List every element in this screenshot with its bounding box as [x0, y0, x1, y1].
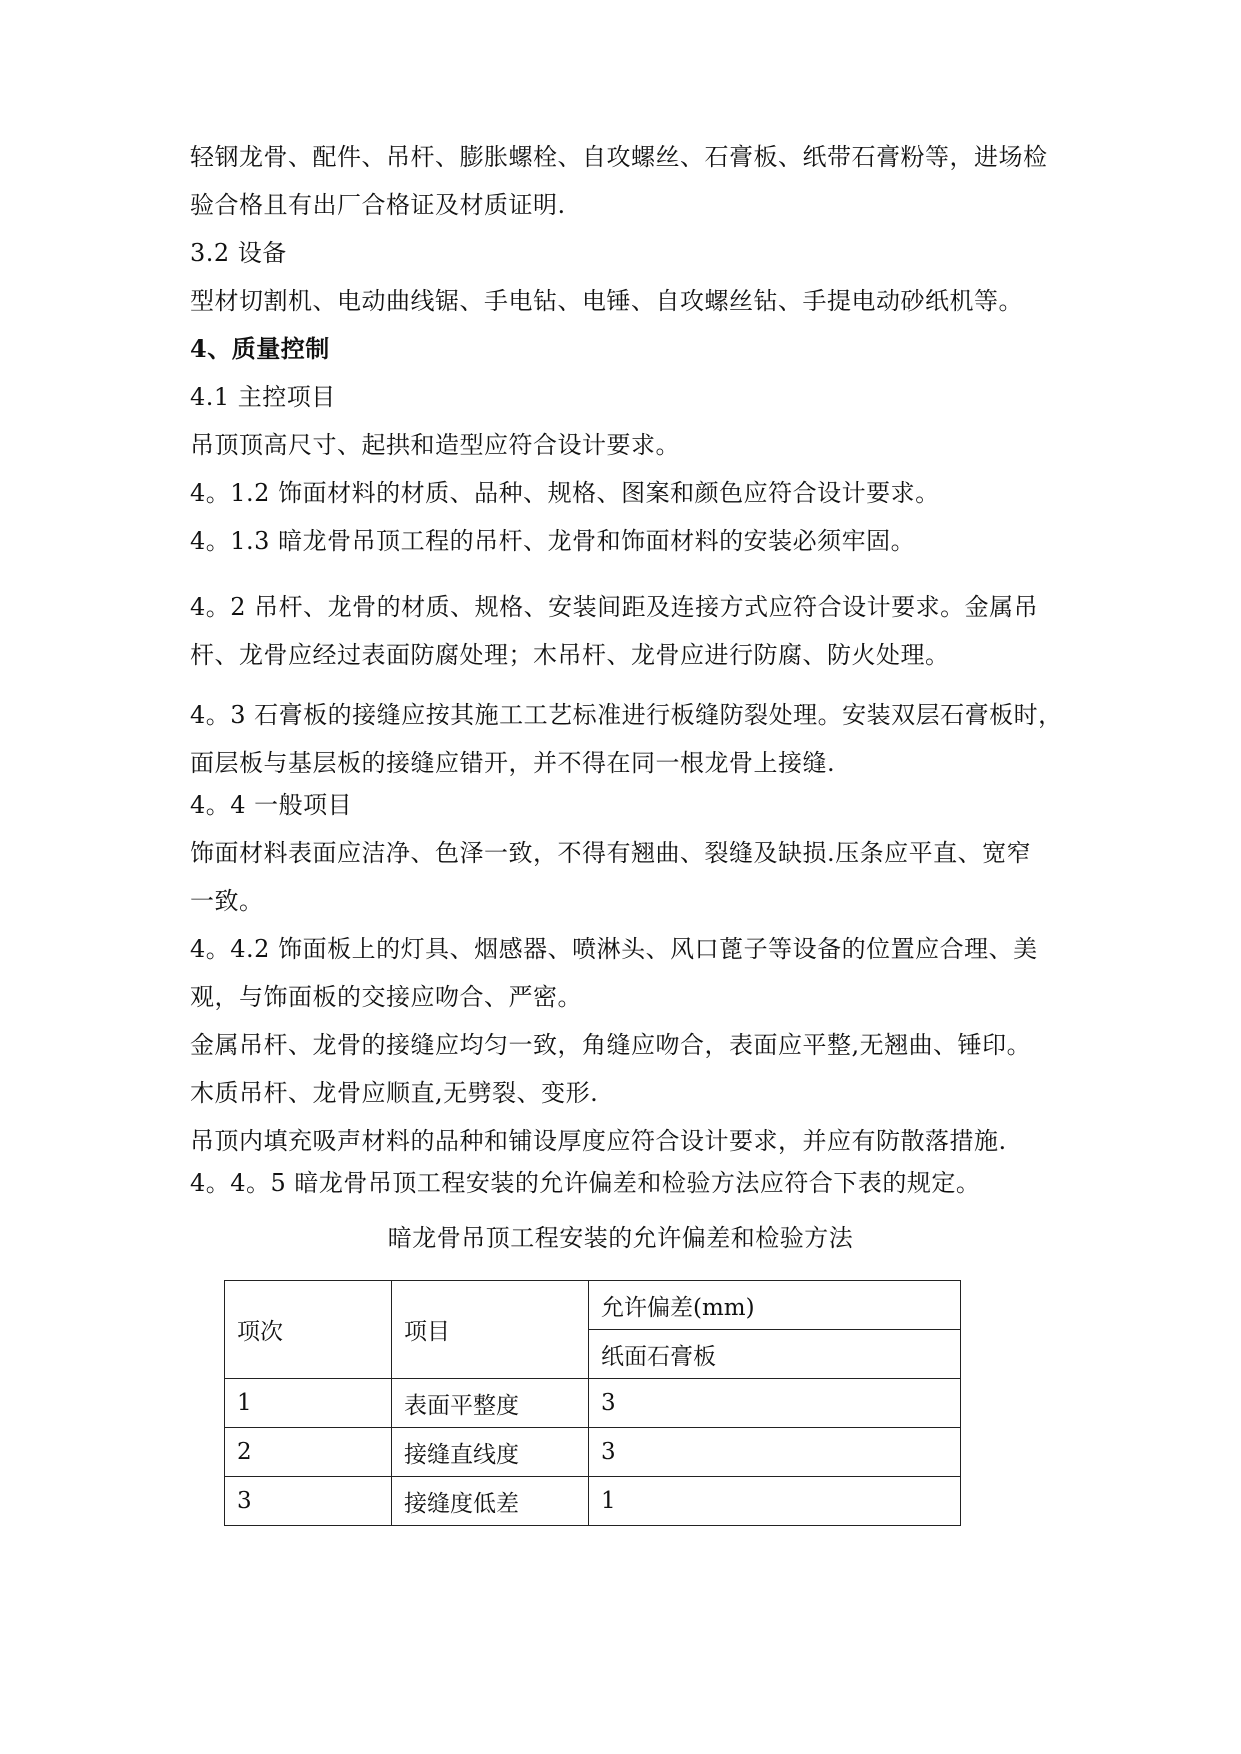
table-title: 暗龙骨吊顶工程安装的允许偏差和检验方法 [387, 1224, 854, 1252]
header-cell-tolerance: 允许偏差(mm) [589, 1281, 961, 1330]
paragraph-line: 4。1.2 饰面材料的材质、品种、规格、图案和颜色应符合设计要求。 [190, 479, 940, 507]
cell-value: 1 [589, 1477, 961, 1526]
paragraph-line: 4。4.2 饰面板上的灯具、烟感器、喷淋头、风口蓖子等设备的位置应合理、美 [190, 935, 1038, 963]
paragraph-line: 吊顶内填充吸声材料的品种和铺设厚度应符合设计要求，并应有防散落措施. [190, 1127, 1007, 1155]
paragraph-line: 4。3 石膏板的接缝应按其施工工艺标准进行板缝防裂处理。安装双层石膏板时， [190, 701, 1063, 729]
paragraph-line: 轻钢龙骨、配件、吊杆、膨胀螺栓、自攻螺丝、石膏板、纸带石膏粉等，进场检 [190, 143, 1048, 171]
cell-value: 3 [589, 1379, 961, 1428]
paragraph-line: 4。1.3 暗龙骨吊顶工程的吊杆、龙骨和饰面材料的安装必须牢固。 [190, 527, 916, 555]
paragraph-line: 木质吊杆、龙骨应顺直,无劈裂、变形. [190, 1079, 599, 1107]
cell-no: 1 [225, 1379, 392, 1428]
section-heading: 4.1 主控项目 [190, 383, 336, 411]
cell-value: 3 [589, 1428, 961, 1477]
paragraph-line: 饰面材料表面应洁净、色泽一致，不得有翘曲、裂缝及缺损.压条应平直、宽窄 [190, 839, 1032, 867]
paragraph-line: 4。4。5 暗龙骨吊顶工程安装的允许偏差和检验方法应符合下表的规定。 [190, 1169, 981, 1197]
paragraph-line: 4。2 吊杆、龙骨的材质、规格、安装间距及连接方式应符合设计要求。金属吊 [190, 593, 1039, 621]
table-header-row [225, 1281, 961, 1330]
paragraph-line: 观，与饰面板的交接应吻合、严密。 [190, 983, 582, 1011]
header-cell-material: 纸面石膏板 [589, 1330, 961, 1379]
cell-item: 接缝度低差 [392, 1477, 589, 1526]
cell-no: 3 [225, 1477, 392, 1526]
cell-no: 2 [225, 1428, 392, 1477]
paragraph-line: 型材切割机、电动曲线锯、手电钻、电锤、自攻螺丝钻、手提电动砂纸机等。 [190, 287, 1023, 315]
table-row [225, 1428, 961, 1477]
paragraph-line: 杆、龙骨应经过表面防腐处理；木吊杆、龙骨应进行防腐、防火处理。 [190, 641, 950, 669]
section-heading: 4、质量控制 [190, 334, 330, 363]
section-heading: 4。4 一般项目 [190, 791, 353, 819]
paragraph-line: 金属吊杆、龙骨的接缝应均匀一致，角缝应吻合，表面应平整,无翘曲、锤印。 [190, 1031, 1032, 1059]
paragraph-line: 验合格且有出厂合格证及材质证明. [190, 191, 566, 219]
tolerance-table [224, 1280, 961, 1526]
paragraph-line: 吊顶顶高尺寸、起拱和造型应符合设计要求。 [190, 431, 680, 459]
table-row [225, 1379, 961, 1428]
cell-item: 表面平整度 [392, 1379, 589, 1428]
section-heading: 3.2 设备 [190, 239, 287, 267]
header-cell-item: 项目 [392, 1281, 589, 1379]
table-row [225, 1477, 961, 1526]
paragraph-line: 一致。 [190, 887, 264, 915]
header-cell-no: 项次 [225, 1281, 392, 1379]
paragraph-line: 面层板与基层板的接缝应错开，并不得在同一根龙骨上接缝. [190, 749, 836, 777]
cell-item: 接缝直线度 [392, 1428, 589, 1477]
